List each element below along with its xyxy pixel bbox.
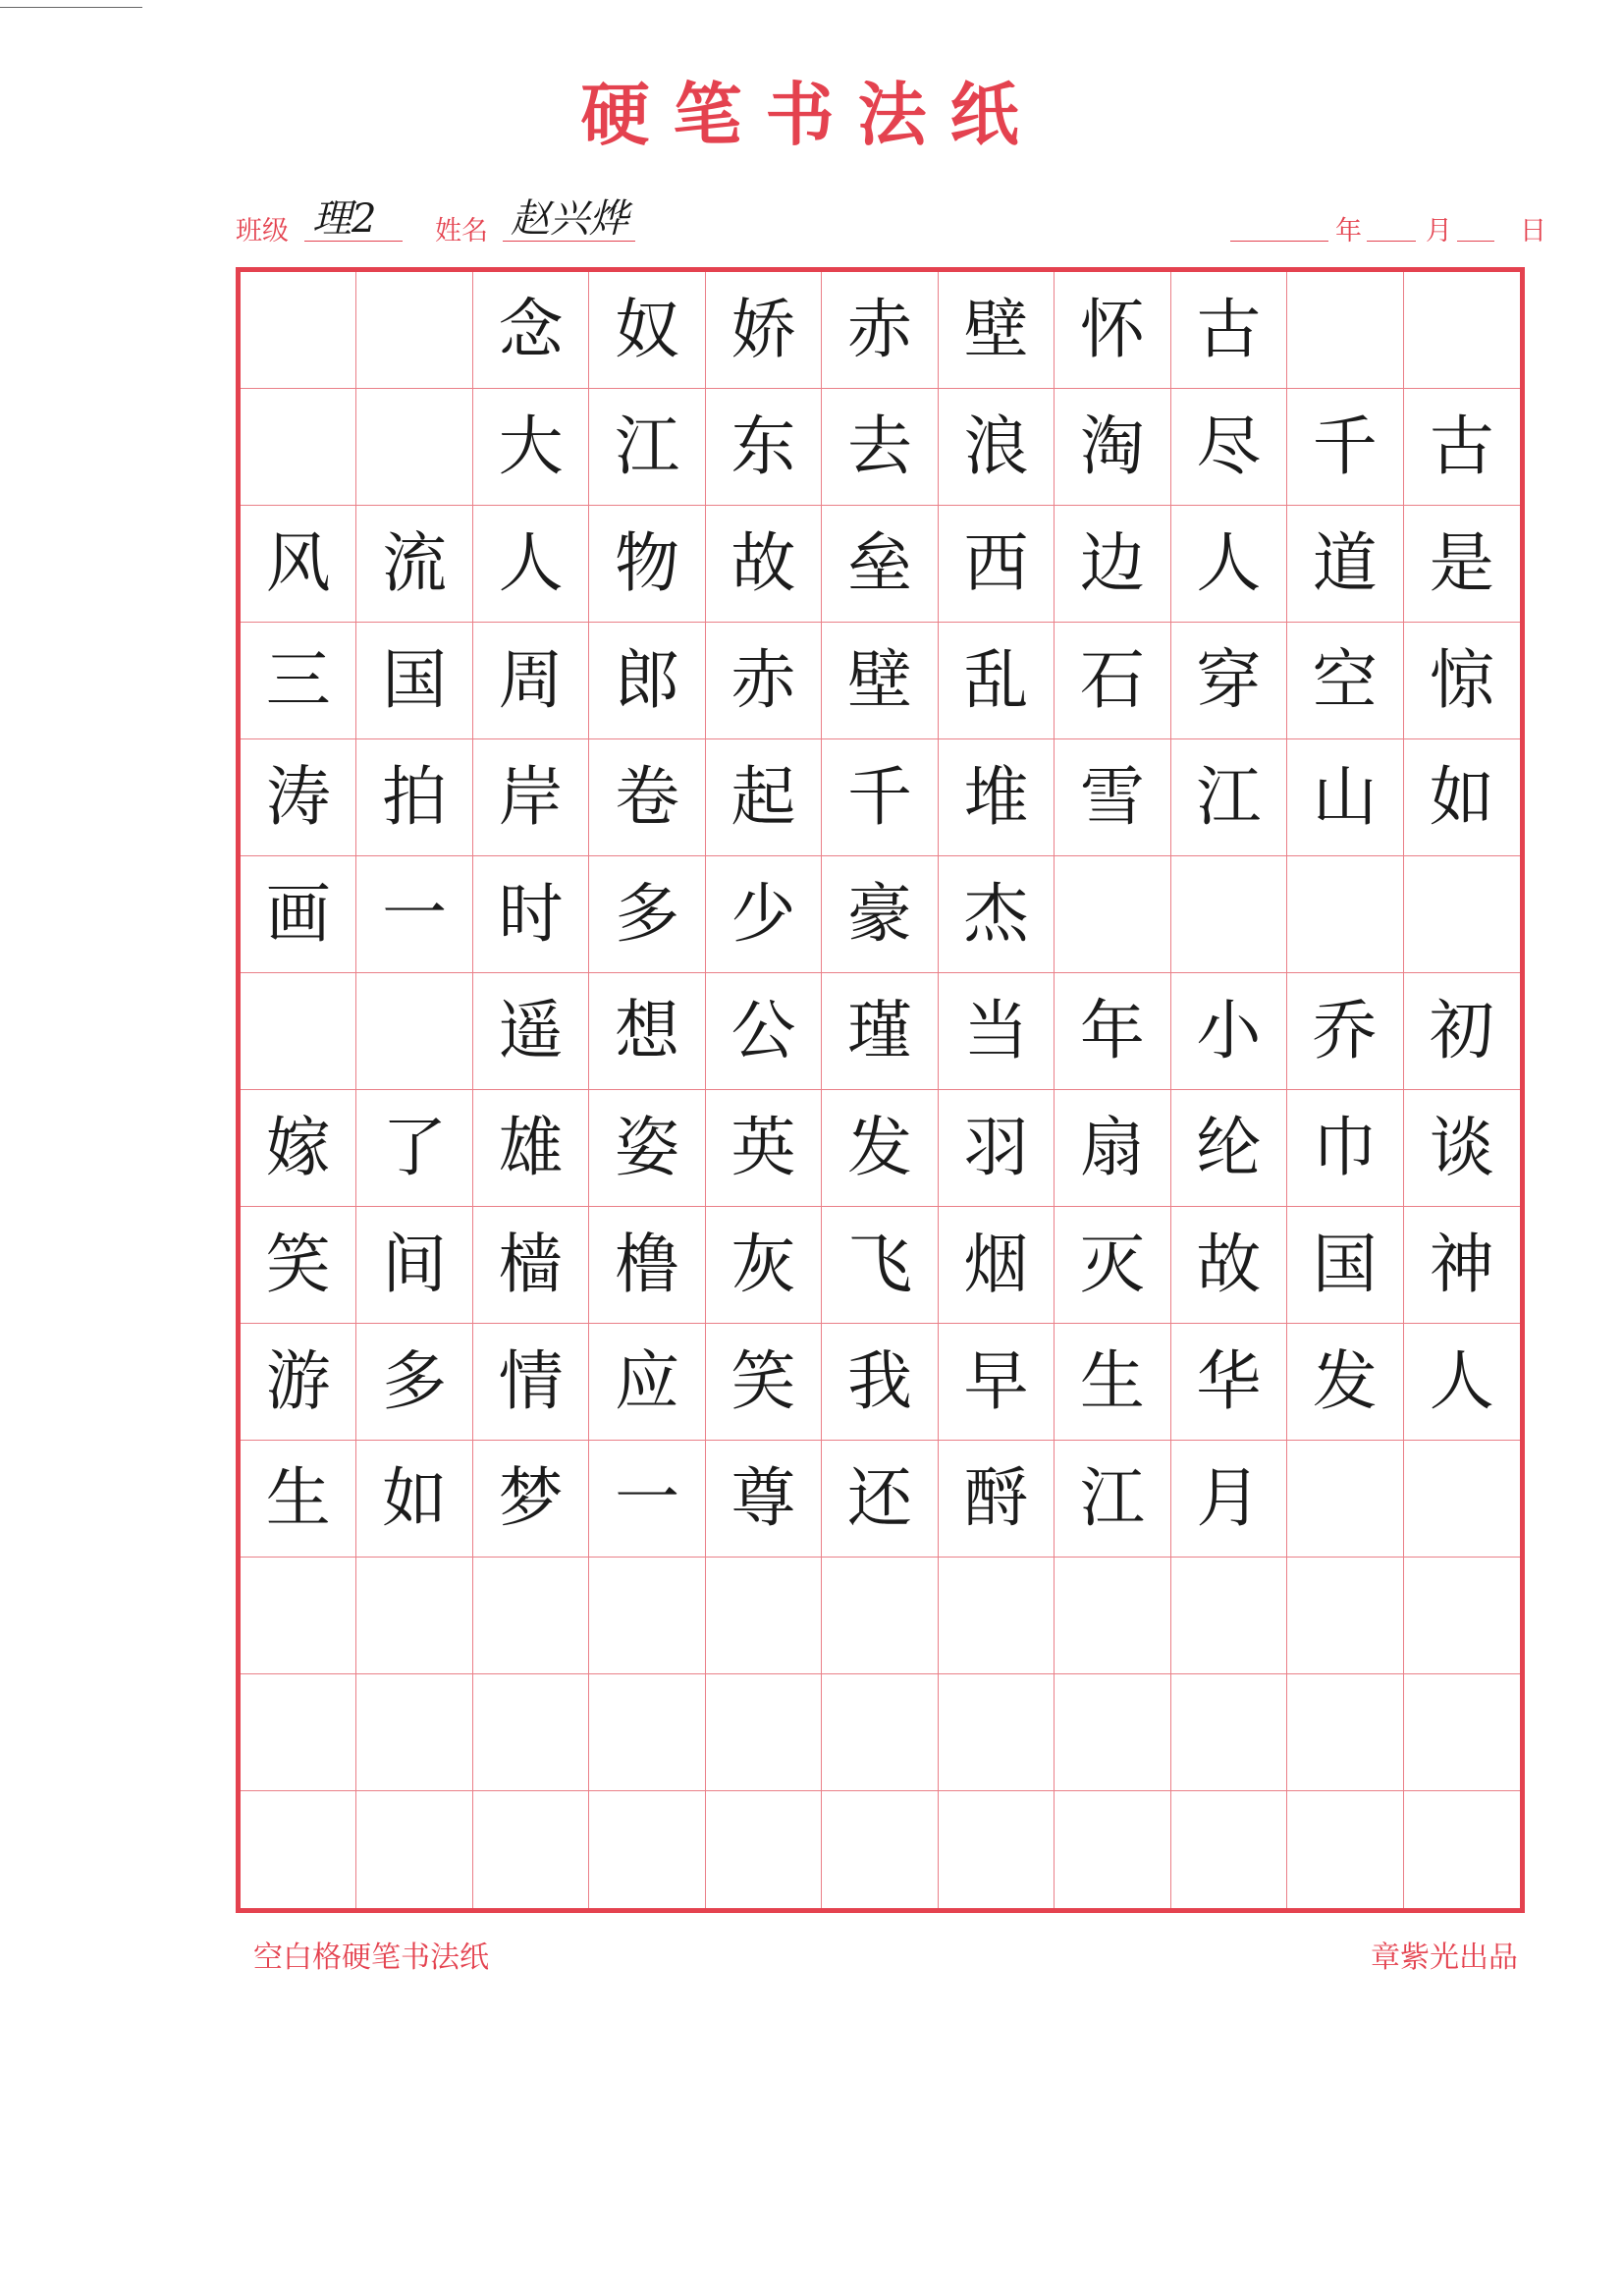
grid-cell: 道 (1287, 506, 1403, 623)
grid-cell: 间 (356, 1207, 472, 1324)
year-label: 年 (1335, 216, 1362, 246)
grid-cell: 人 (1404, 1324, 1520, 1441)
grid-cell: 古 (1404, 389, 1520, 506)
grid-cell (241, 973, 356, 1090)
grid-cell (1171, 1558, 1287, 1674)
grid-cell (939, 1674, 1055, 1791)
grid-cell: 年 (1055, 973, 1170, 1090)
grid-cells (241, 272, 1520, 1908)
corner-scan-mark (0, 7, 142, 8)
grid-cell: 赤 (706, 623, 822, 739)
grid-cell (939, 1791, 1055, 1908)
grid-cell: 遥 (473, 973, 589, 1090)
grid-cell: 物 (589, 506, 705, 623)
class-value: 理2 (312, 196, 377, 242)
grid-cell: 大 (473, 389, 589, 506)
grid-cell (1055, 1674, 1170, 1791)
grid-cell: 梦 (473, 1441, 589, 1558)
grid-cell: 生 (241, 1441, 356, 1558)
grid-cell: 当 (939, 973, 1055, 1090)
grid-cell: 惊 (1404, 623, 1520, 739)
grid-cell: 瑾 (822, 973, 938, 1090)
grid-cell: 华 (1171, 1324, 1287, 1441)
grid-cell: 时 (473, 856, 589, 973)
grid-cell: 穿 (1171, 623, 1287, 739)
grid-cell: 姿 (589, 1090, 705, 1207)
grid-cell (241, 272, 356, 389)
grid-cell (589, 1558, 705, 1674)
grid-cell: 灭 (1055, 1207, 1170, 1324)
grid-cell (1404, 272, 1520, 389)
grid-cell: 山 (1287, 739, 1403, 856)
grid-cell: 流 (356, 506, 472, 623)
grid-cell (356, 1558, 472, 1674)
day-underline (1457, 241, 1494, 242)
grid-cell: 谈 (1404, 1090, 1520, 1207)
grid-cell (356, 973, 472, 1090)
grid-cell: 拍 (356, 739, 472, 856)
grid-cell: 早 (939, 1324, 1055, 1441)
grid-cell: 豪 (822, 856, 938, 973)
grid-cell: 人 (1171, 506, 1287, 623)
grid-cell: 垒 (822, 506, 938, 623)
grid-cell: 还 (822, 1441, 938, 1558)
grid-cell (822, 1558, 938, 1674)
grid-cell: 月 (1171, 1441, 1287, 1558)
grid-cell: 故 (1171, 1207, 1287, 1324)
grid-cell: 怀 (1055, 272, 1170, 389)
month-label: 月 (1426, 216, 1452, 246)
grid-cell: 樯 (473, 1207, 589, 1324)
grid-cell (1404, 1558, 1520, 1674)
grid-cell: 橹 (589, 1207, 705, 1324)
grid-cell: 三 (241, 623, 356, 739)
grid-cell: 起 (706, 739, 822, 856)
grid-cell: 淘 (1055, 389, 1170, 506)
grid-cell: 周 (473, 623, 589, 739)
grid-cell: 发 (822, 1090, 938, 1207)
grid-cell: 堆 (939, 739, 1055, 856)
grid-cell: 笑 (241, 1207, 356, 1324)
grid-cell: 如 (356, 1441, 472, 1558)
grid-cell: 神 (1404, 1207, 1520, 1324)
grid-cell (1055, 1558, 1170, 1674)
grid-cell: 壁 (822, 623, 938, 739)
grid-cell: 一 (589, 1441, 705, 1558)
writing-grid (236, 267, 1525, 1913)
year-underline (1230, 241, 1328, 242)
grid-cell: 郎 (589, 623, 705, 739)
grid-cell: 千 (1287, 389, 1403, 506)
grid-cell: 岸 (473, 739, 589, 856)
grid-cell: 酹 (939, 1441, 1055, 1558)
grid-cell (356, 272, 472, 389)
grid-cell (1171, 856, 1287, 973)
day-label: 日 (1520, 216, 1546, 246)
grid-cell: 西 (939, 506, 1055, 623)
grid-cell (1404, 1791, 1520, 1908)
grid-cell: 多 (589, 856, 705, 973)
grid-cell: 卷 (589, 739, 705, 856)
grid-cell (356, 1791, 472, 1908)
grid-cell: 公 (706, 973, 822, 1090)
grid-cell: 发 (1287, 1324, 1403, 1441)
grid-cell: 国 (1287, 1207, 1403, 1324)
grid-cell (241, 1558, 356, 1674)
grid-cell: 应 (589, 1324, 705, 1441)
grid-cell (822, 1791, 938, 1908)
grid-cell: 多 (356, 1324, 472, 1441)
grid-cell (1404, 1674, 1520, 1791)
grid-cell: 乱 (939, 623, 1055, 739)
grid-cell (356, 1674, 472, 1791)
grid-cell: 娇 (706, 272, 822, 389)
grid-cell (1404, 1441, 1520, 1558)
grid-cell: 古 (1171, 272, 1287, 389)
grid-cell: 浪 (939, 389, 1055, 506)
grid-cell: 初 (1404, 973, 1520, 1090)
header-info (0, 196, 1623, 255)
grid-cell (939, 1558, 1055, 1674)
grid-cell: 生 (1055, 1324, 1170, 1441)
month-underline (1367, 241, 1416, 242)
grid-cell: 英 (706, 1090, 822, 1207)
grid-cell: 羽 (939, 1090, 1055, 1207)
grid-cell (706, 1558, 822, 1674)
grid-cell (1287, 1791, 1403, 1908)
grid-cell: 念 (473, 272, 589, 389)
grid-cell (1171, 1674, 1287, 1791)
grid-cell: 东 (706, 389, 822, 506)
grid-cell (241, 1791, 356, 1908)
grid-cell: 笑 (706, 1324, 822, 1441)
grid-cell: 乔 (1287, 973, 1403, 1090)
name-value: 赵兴烨 (511, 196, 628, 242)
grid-cell (1287, 1558, 1403, 1674)
grid-cell: 风 (241, 506, 356, 623)
grid-cell: 杰 (939, 856, 1055, 973)
name-label: 姓名 (435, 216, 488, 246)
grid-cell (473, 1674, 589, 1791)
grid-cell (473, 1558, 589, 1674)
grid-cell (706, 1674, 822, 1791)
grid-cell (822, 1674, 938, 1791)
grid-cell: 壁 (939, 272, 1055, 389)
grid-cell: 情 (473, 1324, 589, 1441)
grid-cell (1055, 1791, 1170, 1908)
grid-cell: 小 (1171, 973, 1287, 1090)
grid-cell: 涛 (241, 739, 356, 856)
grid-cell (1287, 1441, 1403, 1558)
grid-cell: 是 (1404, 506, 1520, 623)
grid-cell: 雄 (473, 1090, 589, 1207)
grid-cell (241, 389, 356, 506)
grid-cell: 如 (1404, 739, 1520, 856)
grid-cell: 故 (706, 506, 822, 623)
footer-publisher: 章紫光出品 (1371, 1941, 1518, 1975)
grid-cell (1287, 856, 1403, 973)
grid-cell: 游 (241, 1324, 356, 1441)
grid-cell: 我 (822, 1324, 938, 1441)
grid-cell: 尊 (706, 1441, 822, 1558)
grid-cell: 奴 (589, 272, 705, 389)
grid-cell (1171, 1791, 1287, 1908)
grid-cell (1287, 272, 1403, 389)
grid-cell: 边 (1055, 506, 1170, 623)
grid-cell: 空 (1287, 623, 1403, 739)
grid-cell (241, 1674, 356, 1791)
grid-cell: 扇 (1055, 1090, 1170, 1207)
grid-cell: 人 (473, 506, 589, 623)
grid-cell (356, 389, 472, 506)
grid-cell: 烟 (939, 1207, 1055, 1324)
grid-cell (1055, 856, 1170, 973)
grid-cell: 江 (1171, 739, 1287, 856)
grid-cell (589, 1674, 705, 1791)
class-label: 班级 (236, 216, 289, 246)
grid-cell: 国 (356, 623, 472, 739)
grid-cell: 石 (1055, 623, 1170, 739)
grid-cell: 江 (589, 389, 705, 506)
grid-cell: 嫁 (241, 1090, 356, 1207)
grid-cell (589, 1791, 705, 1908)
grid-cell: 一 (356, 856, 472, 973)
grid-cell (473, 1791, 589, 1908)
grid-cell: 千 (822, 739, 938, 856)
grid-cell: 去 (822, 389, 938, 506)
grid-cell: 灰 (706, 1207, 822, 1324)
grid-cell (1287, 1674, 1403, 1791)
grid-cell: 雪 (1055, 739, 1170, 856)
grid-cell: 了 (356, 1090, 472, 1207)
grid-cell: 少 (706, 856, 822, 973)
grid-cell: 想 (589, 973, 705, 1090)
grid-cell (1404, 856, 1520, 973)
grid-cell: 飞 (822, 1207, 938, 1324)
grid-cell: 赤 (822, 272, 938, 389)
grid-cell: 画 (241, 856, 356, 973)
grid-cell: 尽 (1171, 389, 1287, 506)
page-title: 硬笔书法纸 (580, 74, 1043, 155)
grid-cell: 纶 (1171, 1090, 1287, 1207)
grid-cell: 江 (1055, 1441, 1170, 1558)
footer-paper-type: 空白格硬笔书法纸 (253, 1941, 489, 1975)
grid-cell: 巾 (1287, 1090, 1403, 1207)
grid-cell (706, 1791, 822, 1908)
